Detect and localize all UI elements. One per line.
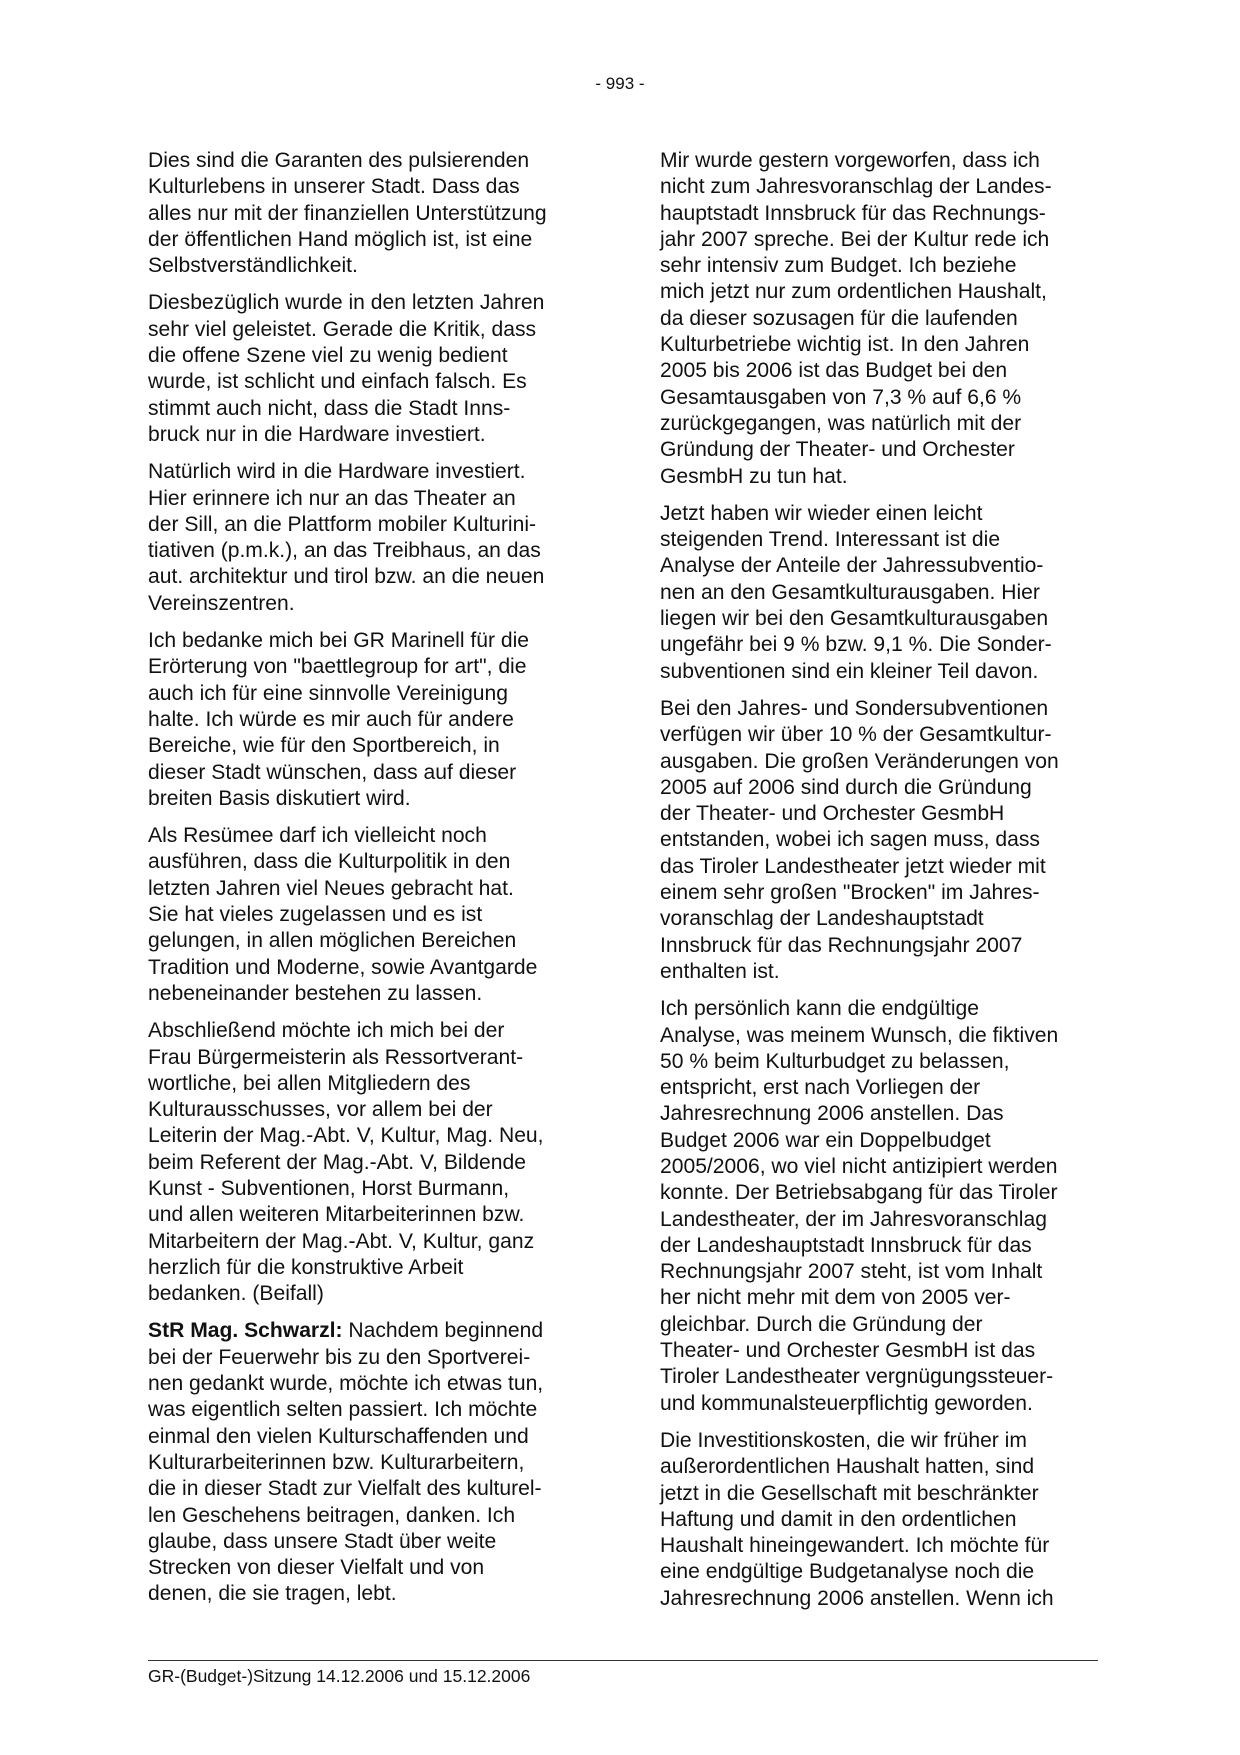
speaker-paragraph (148, 1318, 588, 1607)
paragraph: Dies sind die Garanten des pulsierenden Kulturlebens in unserer Stadt. Dass das alles nur mit der finanziellen Unterstützung der öffentlichen Hand möglich ist, ist eine Selbstverständlichkeit. (148, 149, 547, 278)
footer-text: GR-(Budget-)Sitzung 14.12.2006 und 15.12.2006 (148, 1666, 531, 1686)
page-number: - 993 - (595, 74, 645, 93)
paragraph: Diesbezüglich wurde in den letzten Jahren sehr viel geleistet. Gerade die Kritik, dass die offene Szene viel zu wenig bedient wurde, ist schlicht und einfach falsch. Es stimmt auch nicht, dass die Stadt Inns- bruck nur in die Hardware investiert. (148, 291, 545, 446)
left-column (148, 148, 588, 1619)
paragraph: Ich persönlich kann die endgültige Analyse, was meinem Wunsch, die fiktiven 50 % beim Kulturbudget zu belassen, entspricht, erst nach Vorliegen der Jahresrechnung 2006 anstellen. Das Budget 2006 war ein Doppelbudget 2005/2006, wo viel nicht antizipiert werden konnte. Der Betriebsabgang für das Tiroler Landestheater, der im Jahresvoranschlag der Landeshauptstadt Innsbruck für das Rechnungsjahr 2007 steht, ist vom Inhalt her nicht mehr mit dem von 2005 ver- gleichbar. Durch die Gründung der Theater- und Orchester GesmbH ist das Tiroler Landestheater vergnügungssteuer- und kommunalsteuerpflichtig geworden. (660, 997, 1059, 1415)
paragraph: Natürlich wird in die Hardware investiert. Hier erinnere ich nur an das Theater an der Sill, an die Plattform mobiler Kulturini- tiativen (p.m.k.), an das Treibhaus, an das aut. architektur und tirol bzw. an die neuen Vereinszentren. (148, 460, 545, 615)
paragraph: Bei den Jahres- und Sondersubventionen verfügen wir über 10 % der Gesamtkultur- ausgaben. Die großen Veränderungen von 2005 auf 2006 sind durch die Gründung der Theater- und Orchester GesmbH entstanden, wobei ich sagen muss, dass das Tiroler Landestheater jetzt wieder mit einem sehr großen "Brocken" im Jahres- voranschlag der Landeshauptstadt Innsbruck für das Rechnungsjahr 2007 enthalten ist. (660, 696, 1059, 983)
paragraph: Ich bedanke mich bei GR Marinell für die Erörterung von "baettlegroup for art", die auch ich für eine sinnvolle Vereinigung halte. Ich würde es mir auch für andere Bereiche, wie für den Sportbereich, in dieser Stadt wünschen, dass auf dieser breiten Basis diskutiert wird. (148, 629, 530, 810)
footer-divider (148, 1660, 1098, 1661)
paragraph: Mir wurde gestern vorgeworfen, dass ich nicht zum Jahresvoranschlag der Landes- hauptstadt Innsbruck für das Rechnungs- jahr 2007 spreche. Bei der Kultur rede ich sehr intensiv zum Budget. Ich beziehe mich jetzt nur zum ordentlichen Haushalt, da dieser sozusagen für die laufenden Kulturbetriebe wichtig ist. In den Jahren 2005 bis 2006 ist das Budget bei den Gesamtausgaben von 7,3 % auf 6,6 % zurückgegangen, was natürlich mit der Gründung der Theater- und Orchester GesmbH zu tun hat. (660, 149, 1052, 488)
right-column (660, 148, 1100, 1623)
speaker-text: Nachdem beginnend bei der Feuerwehr bis zu den Sportverei- nen gedankt wurde, möchte ich etwas tun, was eigentlich selten passiert. Ich möchte einmal den vielen Kulturschaffenden und Kulturarbeiterinnen bzw. Kulturarbeitern, die in dieser Stadt zur Vielfalt des kulturel- len Geschehens beitragen, danken. Ich glaube, dass unsere Stadt über weite Strecken von dieser Vielfalt und von denen, die sie tragen, lebt. (148, 1319, 544, 1606)
paragraph: Abschließend möchte ich mich bei der Frau Bürgermeisterin als Ressortverant- wortliche, bei allen Mitgliedern des Kulturausschusses, vor allem bei der Leiterin der Mag.-Abt. V, Kultur, Mag. Neu, beim Referent der Mag.-Abt. V, Bildende Kunst - Subventionen, Horst Burmann, und allen weiteren Mitarbeiterinnen bzw. Mitarbeitern der Mag.-Abt. V, Kultur, ganz herzlich für die konstruktive Arbeit bedanken. (Beifall) (148, 1019, 544, 1306)
paragraph: Als Resümee darf ich vielleicht noch ausführen, dass die Kulturpolitik in den letzten Jahren viel Neues gebracht hat. Sie hat vieles zugelassen und es ist gelungen, in allen möglichen Bereichen Tradition und Moderne, sowie Avantgarde nebeneinander bestehen zu lassen. (148, 824, 538, 1005)
paragraph: Jetzt haben wir wieder einen leicht steigenden Trend. Interessant ist die Analyse der Anteile der Jahressubventio- nen an den Gesamtkulturausgaben. Hier liegen wir bei den Gesamtkulturausgaben ungefähr bei 9 % bzw. 9,1 %. Die Sonder- subventionen sind ein kleiner Teil davon. (660, 501, 1052, 683)
speaker-name: StR Mag. Schwarzl: (148, 1319, 343, 1343)
paragraph: Die Investitionskosten, die wir früher im außerordentlichen Haushalt hatten, sind jetzt in die Gesellschaft mit beschränkter Haftung und damit in den ordentlichen Haushalt hineingewandert. Ich möchte für eine endgültige Budgetanalyse noch die Jahresrechnung 2006 anstellen. Wenn ich (660, 1428, 1054, 1610)
